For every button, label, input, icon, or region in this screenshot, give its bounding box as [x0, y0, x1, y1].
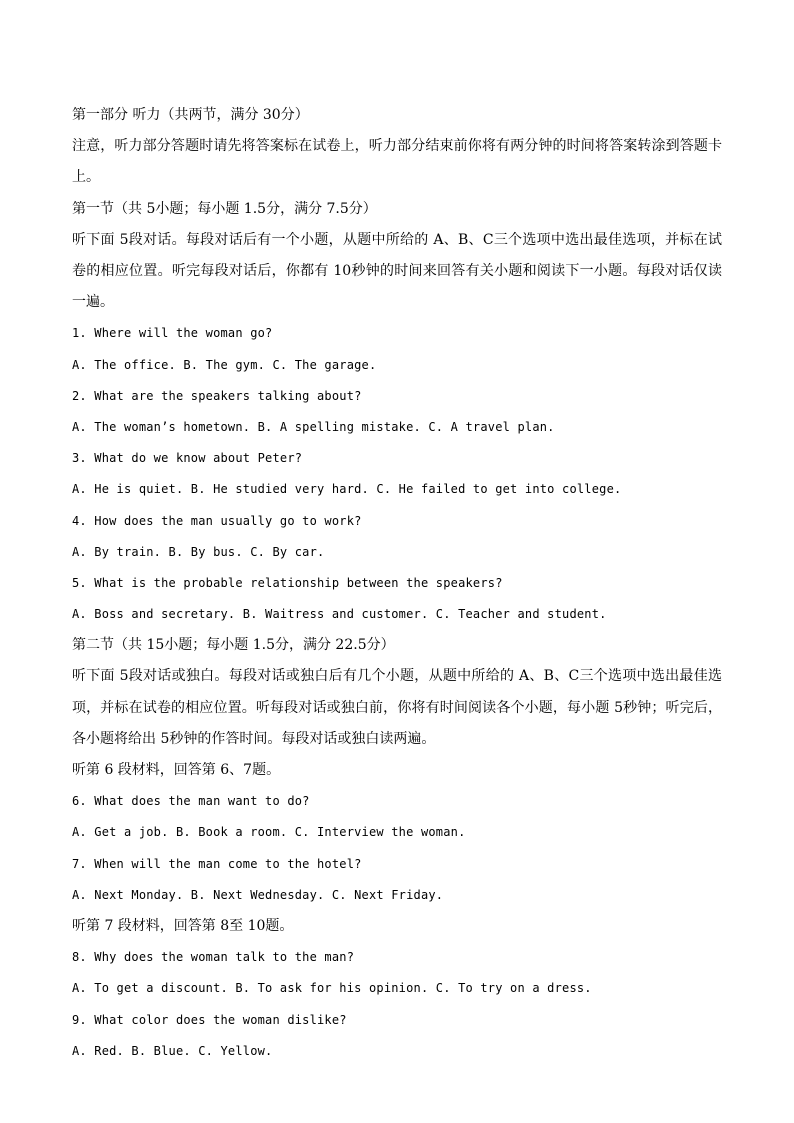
question-2: 2. What are the speakers talking about? [72, 388, 362, 403]
options-2: A. The woman’s hometown. B. A spelling mistake. C. A travel plan. [72, 419, 555, 434]
section-instructions-1: 听下面 5段对话。每段对话后有一个小题，从题中所给的 A、B、C三个选项中选出最佳选项，并标在试卷的相应位置。听完每段对话后，你都有 10秒钟的时间来回答有关小题和阅读下一小题。每段对话仅读一遍。 [72, 231, 722, 311]
section-heading-1: 第一节（共 5小题；每小题 1.5分，满分 7.5分） [72, 200, 377, 217]
question-4: 4. How does the man usually go to work? [72, 513, 362, 528]
options-1: A. The office. B. The gym. C. The garage. [72, 357, 377, 372]
options-5: A. Boss and secretary. B. Waitress and customer. C. Teacher and student. [72, 607, 607, 622]
question-7: 7. When will the man come to the hotel? [72, 856, 362, 871]
options-8: A. To get a discount. B. To ask for his opinion. C. To try on a dress. [72, 981, 592, 996]
options-6: A. Get a job. B. Book a room. C. Interview the woman. [72, 825, 466, 840]
section-heading-2: 第二节（共 15小题；每小题 1.5分，满分 22.5分） [72, 637, 395, 654]
options-9: A. Red. B. Blue. C. Yellow. [72, 1043, 273, 1058]
question-9: 9. What color does the woman dislike? [72, 1012, 347, 1027]
material-heading-7: 听第 7 段材料，回答第 8至 10题。 [72, 918, 294, 934]
question-8: 8. Why does the woman talk to the man? [72, 950, 355, 965]
question-3: 3. What do we know about Peter? [72, 451, 303, 466]
question-6: 6. What does the man want to do? [72, 794, 310, 809]
notice-paragraph: 注意，听力部分答题时请先将答案标在试卷上，听力部分结束前你将有两分钟的时间将答案转涂到答题卡上。 [72, 138, 722, 186]
question-5: 5. What is the probable relationship between the speakers? [72, 575, 503, 590]
options-3: A. He is quiet. B. He studied very hard. C. He failed to get into college. [72, 482, 622, 497]
material-heading-6: 听第 6 段材料，回答第 6、7题。 [72, 762, 281, 779]
exam-page [72, 100, 722, 1067]
part-heading: 第一部分 听力（共两节，满分 30分） [72, 107, 309, 123]
options-7: A. Next Monday. B. Next Wednesday. C. Next Friday. [72, 887, 444, 902]
question-1: 1. Where will the woman go? [72, 326, 273, 341]
section-instructions-2: 听下面 5段对话或独白。每段对话或独白后有几个小题，从题中所给的 A、B、C三个选项中选出最佳选项，并标在试卷的相应位置。听每段对话或独白前，你将有时间阅读各个小题，每小题 5秒钟；听完后，各小题将给出 5秒钟的作答时间。每段对话或独白读两遍。 [72, 668, 722, 747]
options-4: A. By train. B. By bus. C. By car. [72, 544, 325, 559]
